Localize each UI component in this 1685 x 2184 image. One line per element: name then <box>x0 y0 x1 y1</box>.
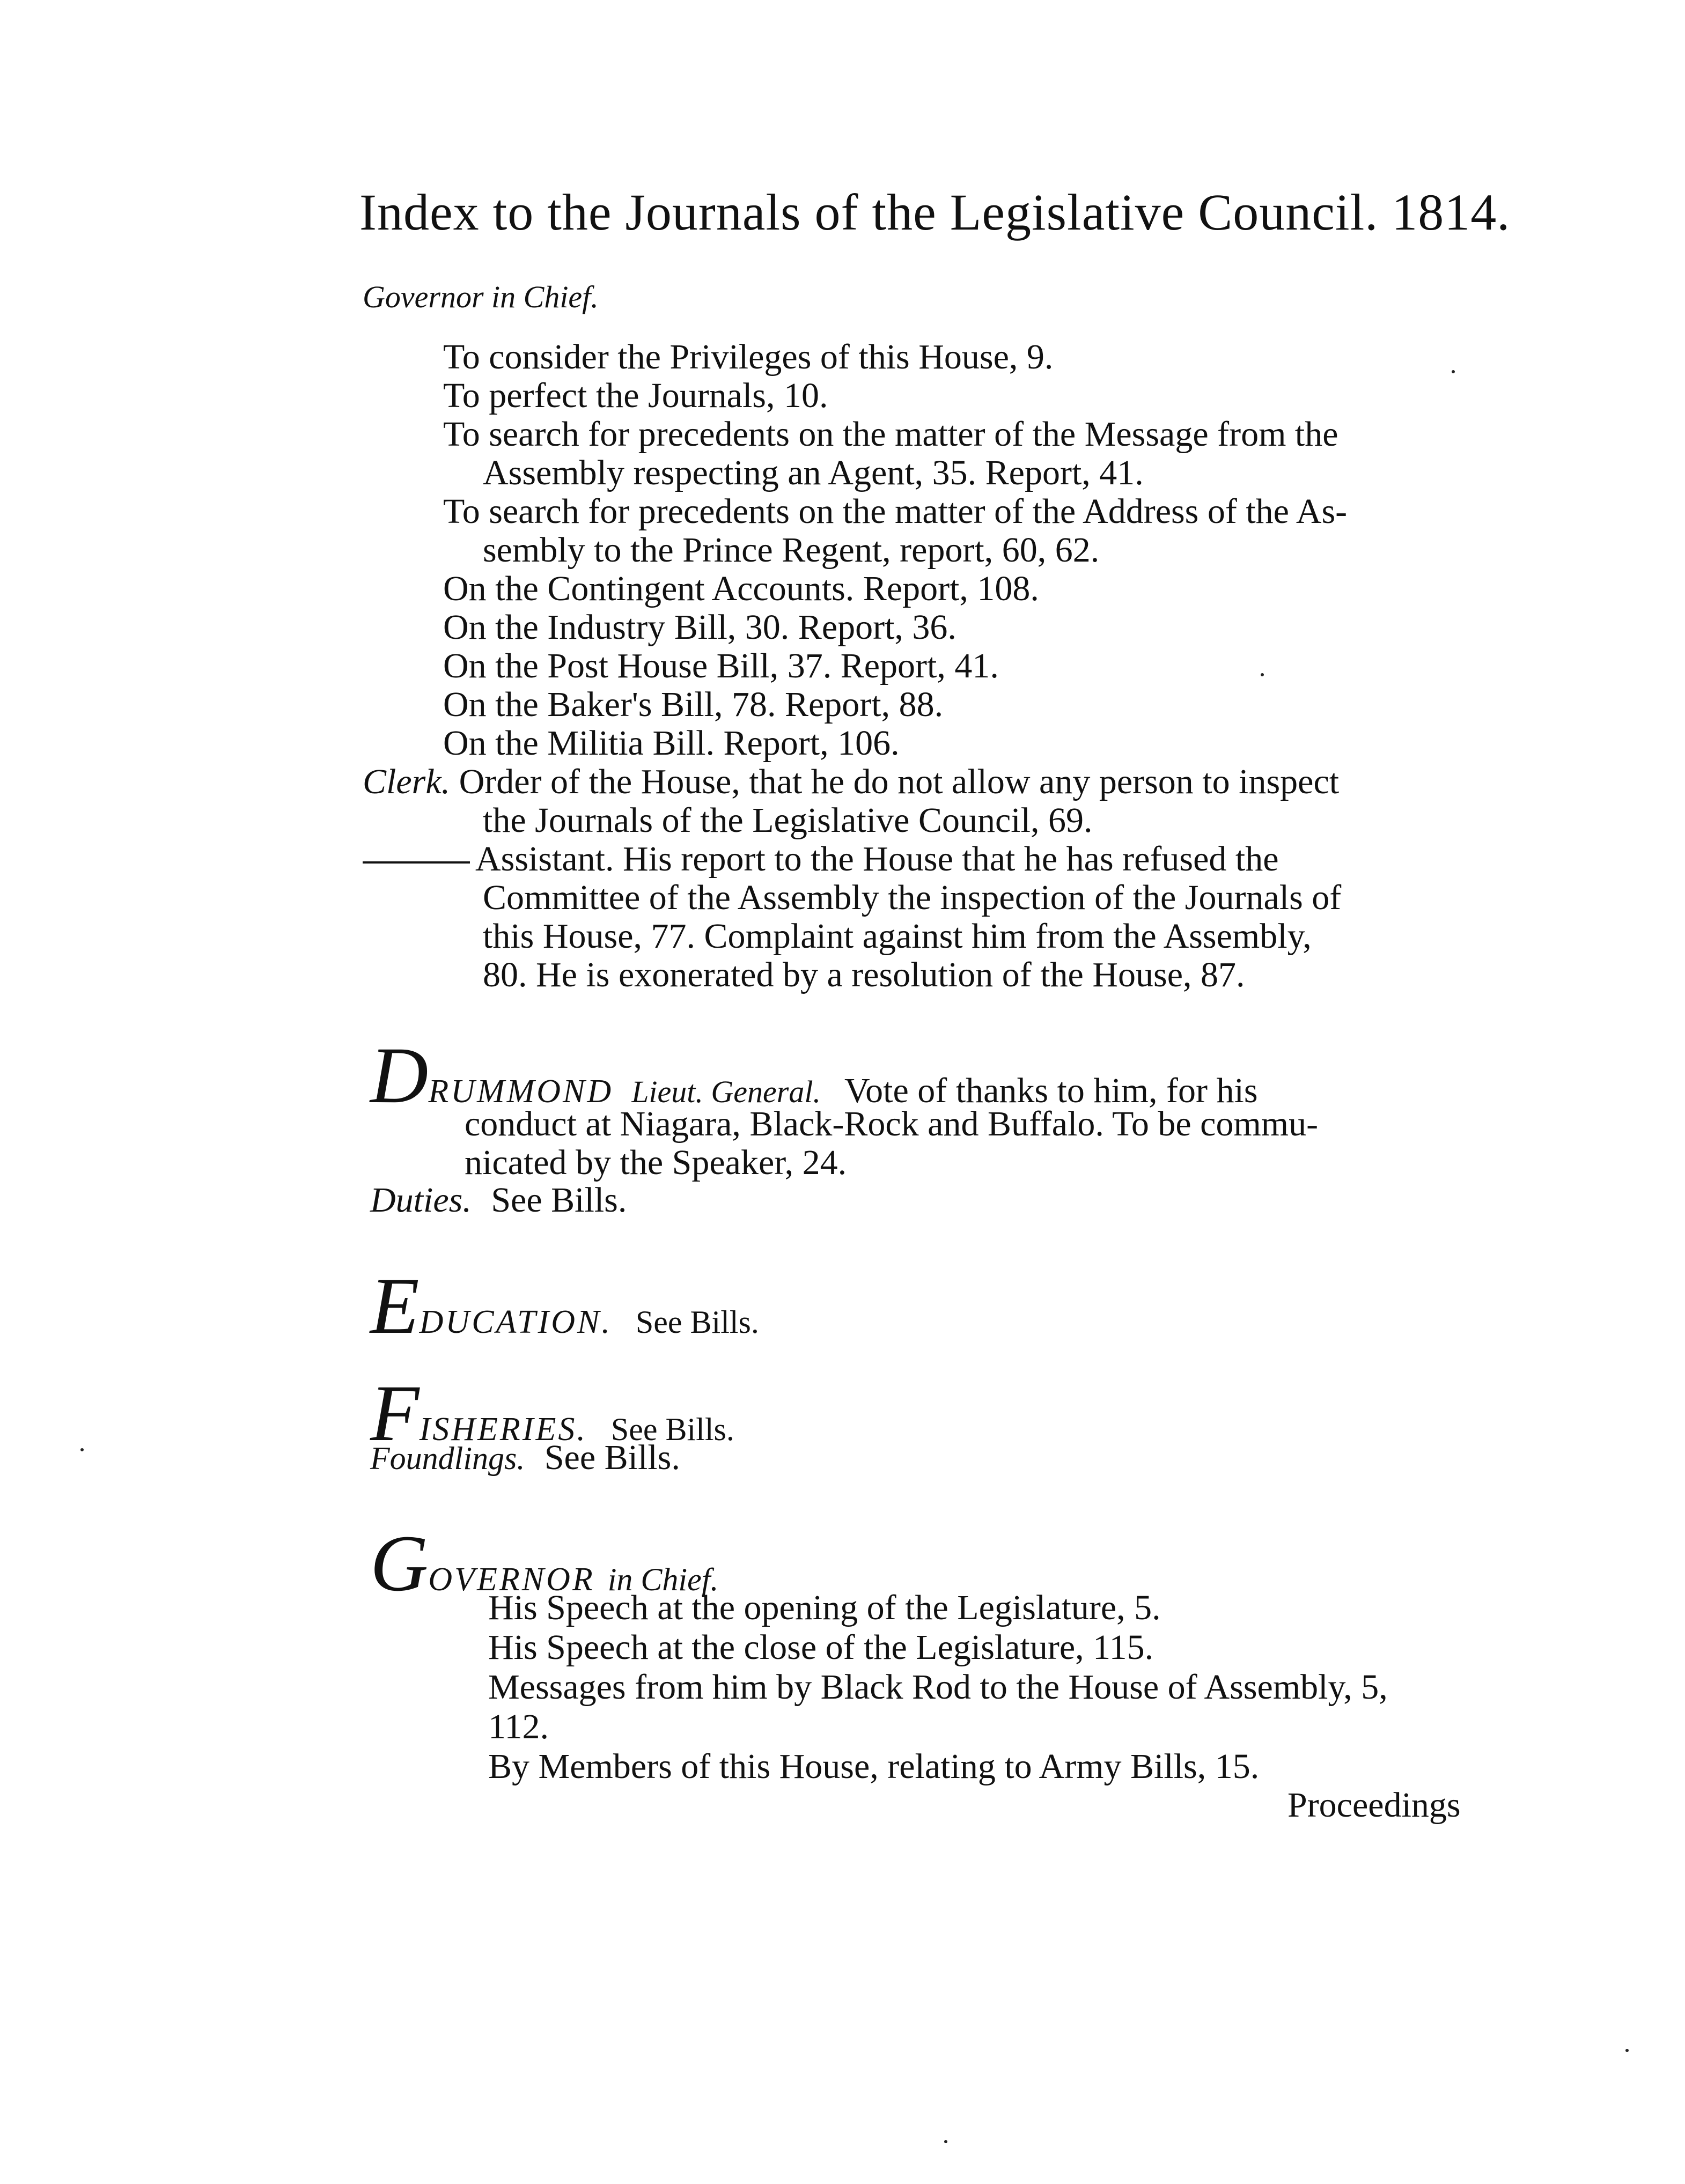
assistant-line-1: His report to the House that he has refused the <box>623 839 1279 879</box>
committee-line-9: On the Post House Bill, 37. Report, 41. <box>443 646 999 685</box>
drummond-name: RUMMOND <box>428 1073 614 1110</box>
fisheries-name: ISHERIES. <box>419 1411 587 1448</box>
governor-line-4: 112. <box>488 1707 549 1746</box>
governor-line-1: His Speech at the opening of the Legislature, 5. <box>488 1588 1161 1627</box>
committee-line-7: On the Contingent Accounts. Report, 108. <box>443 569 1039 608</box>
speck <box>944 2140 947 2143</box>
speck <box>1261 673 1264 676</box>
speck <box>80 1448 84 1451</box>
speck <box>1625 2049 1629 2052</box>
foundlings-text: See Bills. <box>544 1438 680 1477</box>
duties-text: See Bills. <box>491 1180 627 1220</box>
committee-line-11: On the Militia Bill. Report, 106. <box>443 724 900 763</box>
governor-suffix: in Chief. <box>607 1562 719 1597</box>
assistant-line-2: Committee of the Assembly the inspection of the Journals of <box>483 878 1342 917</box>
governor-name: OVERNOR <box>428 1561 595 1598</box>
education-text: See Bills. <box>635 1304 759 1340</box>
clerk-line-1: Order of the House, that he do not allow any person to inspect <box>459 762 1340 801</box>
speck <box>1452 370 1455 373</box>
education-initial: E <box>370 1261 420 1351</box>
drummond-title: Lieut. General. <box>631 1074 821 1109</box>
fisheries-text: See Bills. <box>610 1412 734 1447</box>
duties-entry <box>370 1180 627 1221</box>
dash-rule <box>363 861 470 864</box>
assistant-line-3: this House, 77. Complaint against him from the Assembly, <box>483 917 1312 956</box>
education-name: DUCATION. <box>419 1304 612 1340</box>
governor-line-2: His Speech at the close of the Legislature, 115. <box>488 1628 1154 1667</box>
clerk-line-2: the Journals of the Legislative Council, 69. <box>483 801 1093 840</box>
fisheries-initial: F <box>370 1369 420 1458</box>
committee-line-2: To perfect the Journals, 10. <box>443 376 828 415</box>
duties-label: Duties. <box>370 1180 472 1220</box>
committee-line-3: To search for precedents on the matter of the Message from the <box>443 415 1338 454</box>
catchword: Proceedings <box>1287 1785 1461 1825</box>
drummond-line-3: nicated by the Speaker, 24. <box>465 1143 847 1182</box>
foundlings-label: Foundlings. <box>370 1441 525 1476</box>
committee-line-10: On the Baker's Bill, 78. Report, 88. <box>443 685 944 724</box>
governor-line-3: Messages from him by Black Rod to the House of Assembly, 5, <box>488 1667 1388 1707</box>
assistant-line-4: 80. He is exonerated by a resolution of the House, 87. <box>483 955 1245 994</box>
education-entry <box>370 1261 759 1351</box>
foundlings-entry <box>370 1437 680 1479</box>
committee-line-5: To search for precedents on the matter of the Address of the As- <box>443 492 1348 531</box>
committees-heading: Governor in Chief. <box>363 279 599 314</box>
committee-line-8: On the Industry Bill, 30. Report, 36. <box>443 608 956 647</box>
clerk-label: Clerk. <box>363 762 451 801</box>
committee-line-1: To consider the Privileges of this House, 9. <box>443 337 1054 377</box>
drummond-line-2: conduct at Niagara, Black-Rock and Buffalo. To be commu- <box>465 1104 1319 1143</box>
page-title: Index to the Journals of the Legislative Council. 1814. <box>359 183 1511 241</box>
governor-initial: G <box>370 1519 429 1608</box>
clerk-entry <box>363 762 1339 802</box>
assistant-entry <box>363 839 1279 880</box>
committee-line-4: Assembly respecting an Agent, 35. Report, 41. <box>483 453 1144 492</box>
drummond-line-1: Vote of thanks to him, for his <box>844 1071 1258 1110</box>
drummond-initial: D <box>370 1031 429 1120</box>
committee-line-6: sembly to the Prince Regent, report, 60, 62. <box>483 530 1100 570</box>
governor-line-5: By Members of this House, relating to Army Bills, 15. <box>488 1747 1260 1786</box>
assistant-label: Assistant. <box>475 839 614 879</box>
